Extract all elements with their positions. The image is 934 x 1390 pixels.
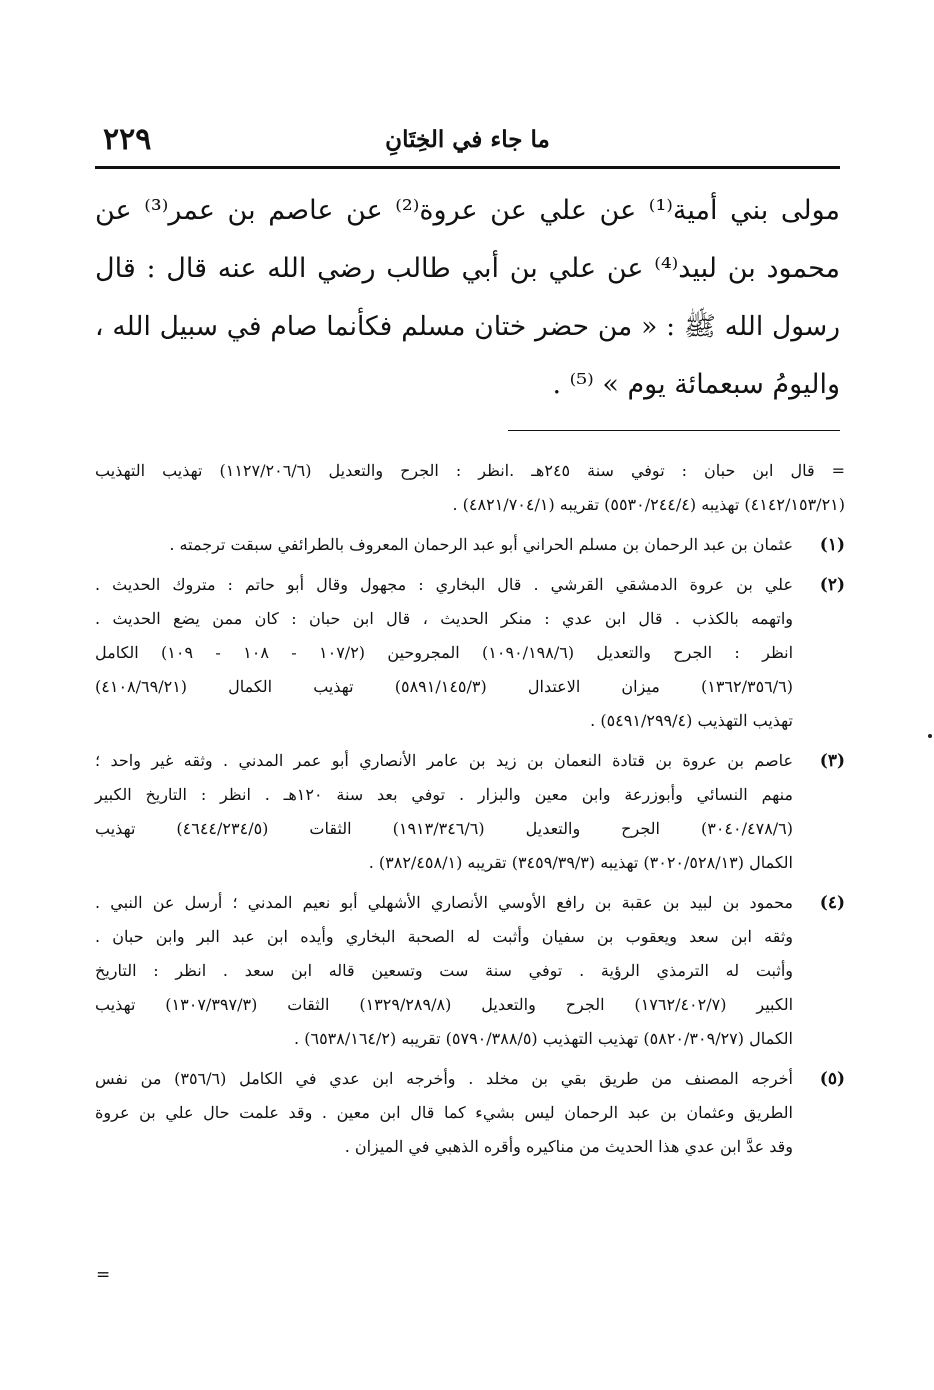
- footnote-4: [95, 886, 845, 1056]
- footnote-number: (٣): [819, 751, 845, 771]
- footnote-line: منهم النسائي وأبوزرعة وابن معين والبزار . توفي بعد سنة ١٢٠هـ . انظر : التاريخ الكبير: [95, 785, 793, 804]
- footnote-separator: [508, 430, 840, 431]
- footnote-line: (٤١٤٢/١٥٣/٢١) تهذيبه (٥٥٣٠/٢٤٤/٤) تقريبه (٤٨٢١/٧٠٤/١) .: [452, 495, 845, 514]
- footnote-line: (٣٠٤٠/٤٧٨/٦) الجرح والتعديل (١٩١٣/٣٤٦/٦) الثقات (٤٦٤٤/٢٣٤/٥) تهذيب: [95, 819, 794, 838]
- footnote-line: الكمال (٣٠٢٠/٥٢٨/١٣) تهذيبه (٣٤٥٩/٣٩/٣) تقريبه (٣٨٢/٤٥٨/١) .: [368, 853, 793, 872]
- footnote-number: (٥): [819, 1069, 845, 1089]
- page-number: ٢٢٩: [103, 122, 152, 157]
- footnote-line: وقد عدَّ ابن عدي هذا الحديث من مناكيره وأقره الذهبي في الميزان .: [344, 1137, 793, 1156]
- footnote-line: الكبير (١٧٦٢/٤٠٢/٧) الجرح والتعديل (١٣٢٩/٢٨٩/٨) الثقات (١٣٠٧/٣٩٧/٣) تهذيب: [95, 995, 794, 1014]
- footnote-line: انظر : الجرح والتعديل (١٠٩٠/١٩٨/٦) المجروحين (١٠٧/٢ - ١٠٨ - ١٠٩) الكامل: [95, 643, 794, 662]
- footnote-line: وأثبت له الترمذي الرؤية . توفي سنة ست وتسعين قاله ابن سعد . انظر : التاريخ: [95, 961, 793, 980]
- main-text-line: محمود بن لبيد⁽⁴⁾ عن علي بن أبي طالب رضي الله عنه قال : قال: [95, 253, 840, 284]
- header-rule: [95, 166, 840, 169]
- footnote-line: علي بن عروة الدمشقي القرشي . قال البخاري : مجهول وقال أبو حاتم : متروك الحديث .: [95, 575, 793, 594]
- footnote-continuation: [95, 454, 845, 522]
- running-title: ما جاء في الخِتَانِ: [385, 126, 550, 153]
- margin-speck: [928, 734, 932, 738]
- footnote-line: الطريق وعثمان بن عبد الرحمان ليس بشيء كما قال ابن معين . وقد علمت حال علي بن عروة: [95, 1103, 793, 1122]
- footnote-1: [95, 528, 845, 562]
- footnotes: [95, 454, 845, 1170]
- page-header: [95, 118, 840, 166]
- main-text-line: مولى بني أمية⁽¹⁾ عن علي عن عروة⁽²⁾ عن عاصم بن عمر⁽³⁾ عن: [95, 195, 840, 226]
- main-text: [95, 182, 840, 414]
- footnote-line: أخرجه المصنف من طريق بقي بن مخلد . وأخرجه ابن عدي في الكامل (٣٥٦/٦) من نفس: [95, 1069, 793, 1088]
- footnote-line: تهذيب التهذيب (٥٤٩١/٢٩٩/٤) .: [590, 711, 793, 730]
- footnote-number: (١): [819, 535, 845, 555]
- footnote-line: (١٣٦٢/٣٥٦/٦) ميزان الاعتدال (٥٨٩١/١٤٥/٣) تهذيب الكمال (٤١٠٨/٦٩/٢١): [95, 677, 793, 696]
- footnote-line: عثمان بن عبد الرحمان بن مسلم الحراني أبو عبد الرحمان المعروف بالطرائفي سبقت ترجمته .: [169, 535, 793, 554]
- footnote-number: (٤): [819, 893, 845, 913]
- footnote-5: [95, 1062, 845, 1164]
- footnote-line: وثقه ابن سعد ويعقوب بن سفيان وأثبت له الصحبة البخاري وأيده ابن عبد البر وابن حبان .: [95, 927, 793, 946]
- continuation-mark: =: [96, 1265, 111, 1285]
- footnote-2: [95, 568, 845, 738]
- footnote-line: عاصم بن عروة بن قتادة النعمان بن زيد بن عامر الأنصاري أبو عمر المدني . وثقه غير واحد ؛: [95, 751, 793, 770]
- main-text-line: واليومُ سبعمائة يوم » ⁽⁵⁾ .: [552, 369, 840, 400]
- footnote-number: (٢): [819, 575, 845, 595]
- main-text-line: رسول الله ﷺ : « من حضر ختان مسلم فكأنما صام في سبيل الله ،: [95, 311, 840, 342]
- footnote-3: [95, 744, 845, 880]
- footnote-line: = قال ابن حبان : توفي سنة ٢٤٥هـ .انظر : الجرح والتعديل (١١٢٧/٢٠٦/٦) تهذيب التهذيب: [95, 461, 846, 480]
- footnote-line: واتهمه بالكذب . قال ابن عدي : منكر الحديث ، قال ابن حبان : كان ممن يضع الحديث .: [95, 609, 793, 628]
- footnote-line: الكمال (٥٨٢٠/٣٠٩/٢٧) تهذيب التهذيب (٥٧٩٠/٣٨٨/٥) تقريبه (٦٥٣٨/١٦٤/٢) .: [294, 1029, 793, 1048]
- footnote-line: محمود بن لبيد بن عقبة بن رافع الأوسي الأنصاري الأشهلي أبو نعيم المدني ؛ أرسل عن النبي .: [95, 893, 794, 912]
